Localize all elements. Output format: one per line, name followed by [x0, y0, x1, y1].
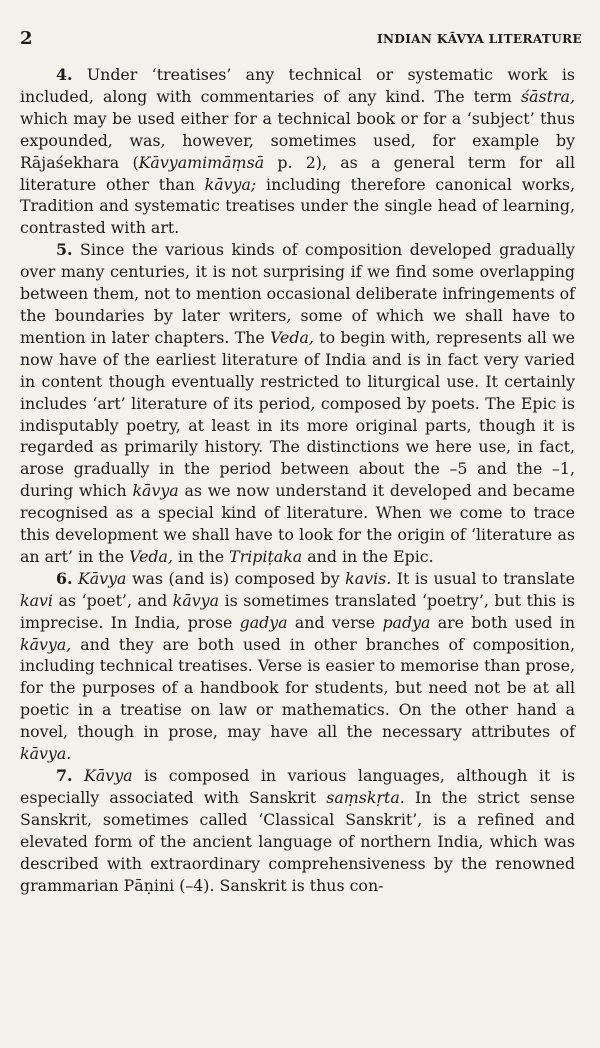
text-run: Since the various kinds of composition developed gradually over many centuries, it is not surprising if we find some overlapping between them, not to mention occasional deliberate infringements of the boundaries by later writers, some of which we shall have to mention in later chapters. The — [20, 240, 575, 347]
paragraph-number: 7. — [56, 766, 73, 785]
italic-term: kāvya, — [20, 634, 72, 654]
paragraph-number: 6. — [56, 568, 73, 588]
text-run — [73, 766, 85, 785]
text-run: Under ‘treatises’ any technical or systematic work is included, along with commentaries of any kind. The term — [20, 65, 575, 106]
text-run: including therefore canonical works, Tradition and systematic treatises under the single head of learning, contrasted with art. — [20, 174, 575, 238]
italic-term: kāvya — [132, 481, 179, 501]
text-run: and they are both used in other branches of composition, including technical treatises. Verse is easier to memorise than prose, for the purposes of a handbook for students, but need not be at all poetic in a treatise on law or mathematics. On the other hand a novel, though in prose, may have all the necessary attributes of — [20, 634, 575, 742]
paragraph — [20, 64, 575, 239]
page-header — [20, 28, 582, 52]
body-text — [20, 64, 575, 896]
text-run: are both used in — [430, 612, 575, 632]
italic-term: kāvya. — [20, 744, 72, 764]
italic-term: kāvya; — [204, 174, 257, 194]
running-title: INDIAN KĀVYA LITERATURE — [377, 32, 582, 46]
italic-term: Kāvyamimāṃsā — [138, 152, 265, 172]
text-run: is sometimes translated ‘poetry’, but this is imprecise. In India, prose — [20, 590, 575, 632]
italic-term: Kāvya — [77, 568, 127, 588]
italic-term: padya — [382, 612, 431, 632]
text-run: as we now understand it developed and became recognised as a special kind of literature. When we come to trace this development we shall have to look for the origin of ‘literature as an art’ in the — [20, 481, 575, 566]
italic-term: kavi — [20, 590, 53, 610]
italic-term: gadya — [239, 612, 288, 632]
italic-term: śāstra, — [521, 86, 575, 106]
text-run: p. 2), as a general term for all literature other than — [20, 152, 575, 194]
italic-term: saṃskṛta. — [326, 787, 405, 807]
text-run: in the — [172, 546, 230, 566]
text-run: and verse — [287, 612, 383, 632]
paragraph-number: 4. — [56, 65, 73, 84]
text-run: is composed in various languages, although it is especially associated with Sanskrit — [20, 766, 575, 807]
text-run: and in the Epic. — [302, 546, 434, 566]
italic-term: Kāvya — [84, 766, 133, 785]
text-run: was (and is) composed by — [126, 568, 346, 588]
italic-term: kavis. — [345, 568, 392, 588]
text-run: In the strict sense Sanskrit, sometimes called ‘Classical Sanskrit’, is a refined and elevated form of the ancient language of northern India, which was described with extraordinary comprehensiveness by the renowned grammarian Pāṇini (–4). Sanskrit is thus con- — [20, 787, 575, 895]
text-run: to begin with, represents all we now have of the earliest literature of India and is in fact very varied in content though eventually restricted to liturgical use. It certainly includes ‘art’ literature of its period, composed by poets. The Epic is indisputably poetry, at least in its more original parts, though it is regarded as primarily history. The distinctions we here use, in fact, arose gradually in the period between about the –5 and the –1, during which — [20, 327, 575, 501]
paragraph — [20, 765, 575, 896]
italic-term: kāvya — [172, 590, 220, 610]
text-run: It is usual to translate — [391, 568, 575, 588]
text-run: as ‘poet’, and — [52, 590, 173, 610]
paragraph — [20, 568, 575, 765]
paragraph — [20, 239, 575, 568]
italic-term: Tripiṭaka — [229, 546, 303, 566]
italic-term: Veda, — [270, 327, 314, 347]
page-number: 2 — [20, 28, 33, 49]
italic-term: Veda, — [129, 546, 173, 566]
paragraph-number: 5. — [56, 240, 73, 260]
text-run: which may be used either for a technical book or for a ‘subject’ thus expounded, was, however, sometimes used, for example by Rājaśekhara ( — [20, 108, 575, 172]
